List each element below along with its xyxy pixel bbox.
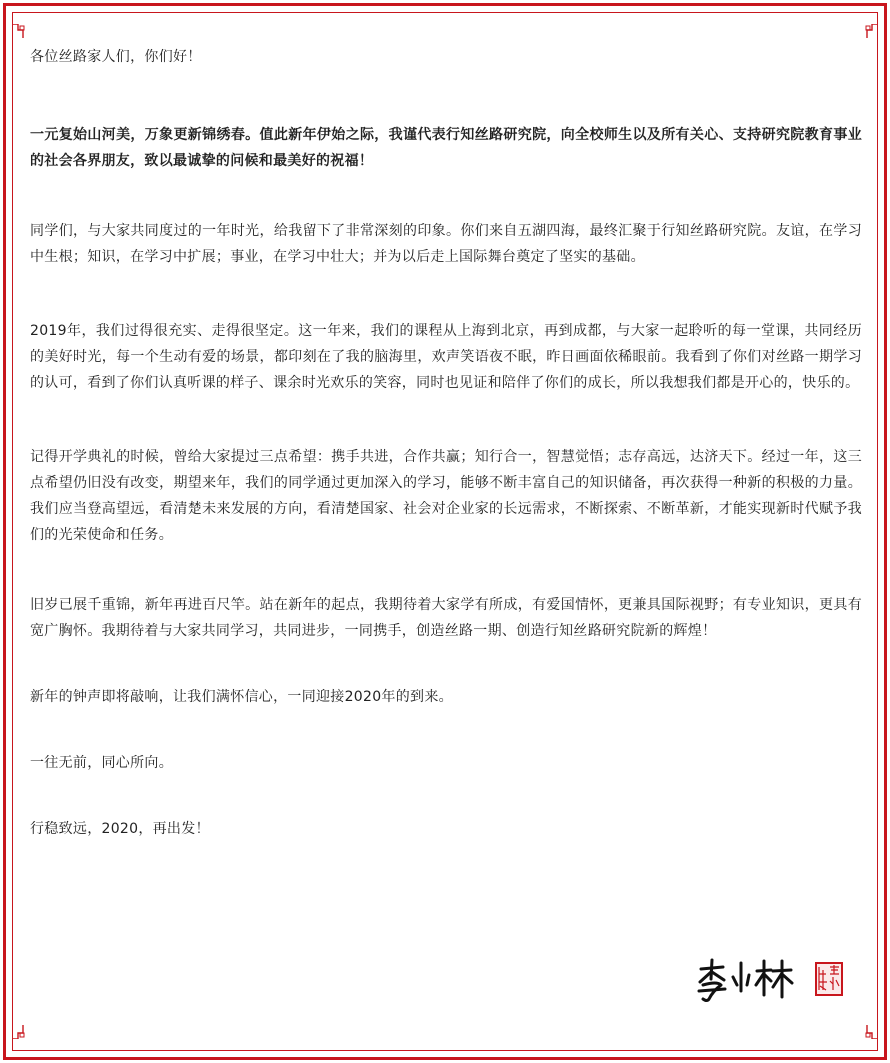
corner-ornament-top-left bbox=[12, 24, 26, 38]
corner-ornament-bottom-right bbox=[864, 1025, 878, 1039]
handwritten-signature bbox=[695, 955, 795, 1005]
corner-ornament-top-right bbox=[864, 24, 878, 38]
letter-paragraph-2: 同学们，与大家共同度过的一年时光，给我留下了非常深刻的印象。你们来自五湖四海，最终汇聚于行知丝路研究院。友谊，在学习中生根；知识，在学习中扩展；事业，在学习中壮大；并为以后走上国际舞台奠定了坚实的基础。 bbox=[30, 223, 862, 265]
corner-ornament-bottom-left bbox=[12, 1025, 26, 1039]
letter-paragraph-1: 一元复始山河美，万象更新锦绣春。值此新年伊始之际，我谨代表行知丝路研究院，向全校师生以及所有关心、支持研究院教育事业的社会各界朋友，致以最诚挚的问候和最美好的祝福！ bbox=[30, 127, 862, 169]
red-seal-stamp bbox=[815, 962, 843, 996]
letter-paragraph-3: 2019年，我们过得很充实、走得很坚定。这一年来，我们的课程从上海到北京，再到成都，与大家一起聆听的每一堂课，共同经历的美好时光，每一个生动有爱的场景，都印刻在了我的脑海里，欢声笑语夜不眠，昨日画面依稀眼前。我看到了你们对丝路一期学习的认可，看到了你们认真听课的样子、课余时光欢乐的笑容，同时也见证和陪伴了你们的成长，所以我想我们都是开心的，快乐的。 bbox=[30, 323, 862, 391]
letter-greeting: 各位丝路家人们，你们好！ bbox=[30, 49, 202, 65]
letter-paragraph-5: 旧岁已展千重锦，新年再进百尺竿。站在新年的起点，我期待着大家学有所成，有爱国情怀，更兼具国际视野；有专业知识，更具有宽广胸怀。我期待着与大家共同学习，共同进步，一同携手，创造丝路一期、创造行知丝路研究院新的辉煌！ bbox=[30, 597, 862, 639]
letter-paragraph-6: 新年的钟声即将敲响，让我们满怀信心，一同迎接2020年的到来。 bbox=[30, 689, 453, 705]
letter-paragraph-8: 行稳致远，2020，再出发！ bbox=[30, 821, 210, 837]
letter-paragraph-7: 一往无前，同心所向。 bbox=[30, 755, 173, 771]
letter-body bbox=[30, 44, 862, 842]
letter-paragraph-4: 记得开学典礼的时候，曾给大家提过三点希望：携手共进，合作共赢；知行合一，智慧觉悟；志存高远，达济天下。经过一年，这三点希望仍旧没有改变，期望来年，我们的同学通过更加深入的学习，能够不断丰富自己的知识储备，再次获得一种新的积极的力量。我们应当登高望远，看清楚未来发展的方向，看清楚国家、社会对企业家的长远需求，不断探索、不断革新，才能实现新时代赋予我们的光荣使命和任务。 bbox=[30, 449, 862, 543]
